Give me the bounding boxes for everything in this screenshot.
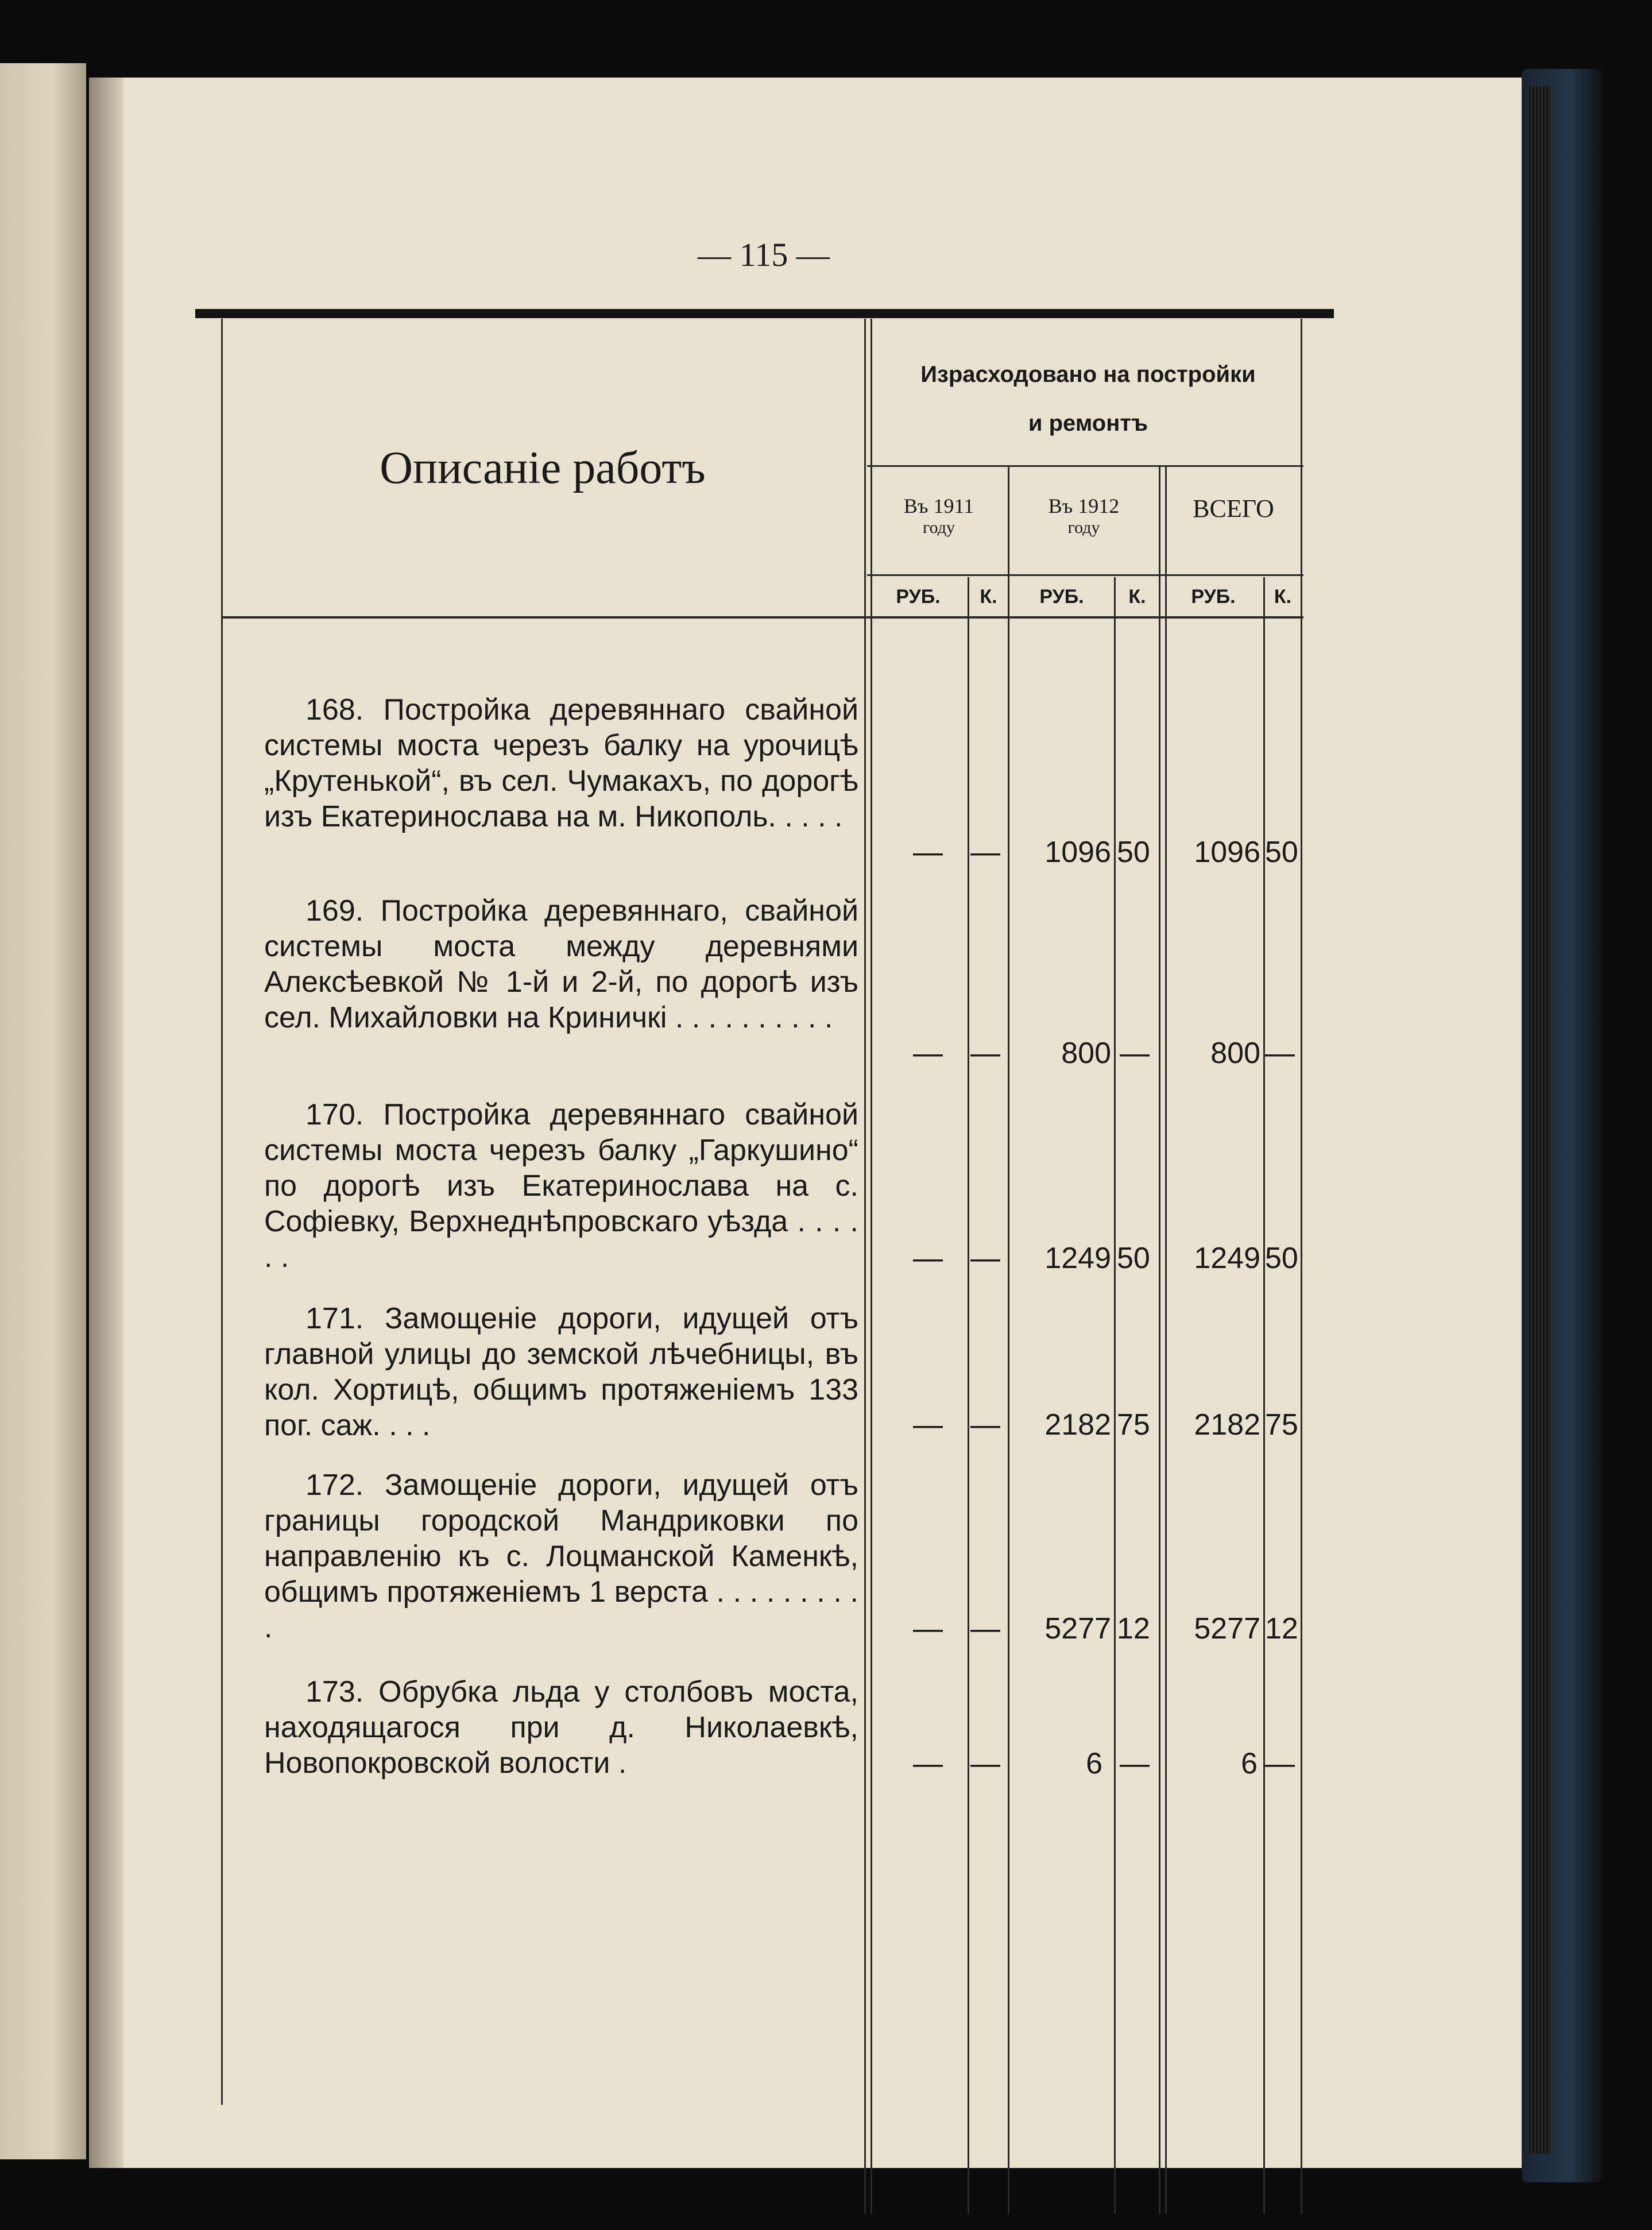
value-total-kop: 50 bbox=[1265, 1242, 1298, 1275]
value-1912-rub: 6 bbox=[1086, 1747, 1102, 1780]
value-1912-kop: — bbox=[1120, 1037, 1150, 1070]
year-1912-sub: году bbox=[1067, 518, 1100, 537]
header-rule-bottom bbox=[221, 616, 1303, 619]
entry-text: 169. Постройка деревяннаго, свайной системы моста между деревнями Алексѣевкой № 1-й и 2-й, по дорогѣ изъ сел. Михайловки на Криничкі . . . . . . . . . . bbox=[264, 894, 858, 1034]
value-1912-rub: 5277 bbox=[1044, 1612, 1111, 1645]
value-1912-rub: 1249 bbox=[1044, 1242, 1111, 1275]
value-1911-rub: — bbox=[913, 1408, 943, 1441]
expense-table bbox=[221, 319, 1306, 2223]
value-total-kop: — bbox=[1265, 1747, 1295, 1780]
value-1912-kop: 50 bbox=[1117, 836, 1150, 869]
value-1912-kop: — bbox=[1120, 1747, 1150, 1780]
value-total-rub: 6 bbox=[1241, 1747, 1258, 1780]
unit-kop-1912: К. bbox=[1128, 586, 1146, 608]
value-1912-rub: 2182 bbox=[1044, 1408, 1111, 1441]
column-header-1912 bbox=[1011, 494, 1157, 538]
page-edges bbox=[1527, 86, 1550, 2154]
year-1911-label: Въ 1911 bbox=[903, 494, 974, 517]
value-total-kop: 12 bbox=[1265, 1612, 1298, 1645]
value-1911-kop: — bbox=[970, 1747, 1000, 1780]
value-1911-kop: — bbox=[970, 1408, 1000, 1441]
unit-rub-1911: РУБ. bbox=[896, 586, 941, 608]
column-header-spent bbox=[870, 350, 1306, 448]
table-row bbox=[264, 692, 858, 834]
value-total-rub: 1249 bbox=[1194, 1242, 1260, 1275]
unit-rub-1912: РУБ. bbox=[1039, 586, 1084, 608]
spent-line-2: и ремонтъ bbox=[1028, 411, 1148, 436]
year-1911-sub: году bbox=[923, 518, 955, 537]
table-row bbox=[264, 1097, 858, 1275]
value-1911-kop: — bbox=[970, 836, 1000, 869]
table-row bbox=[264, 893, 858, 1035]
value-total-kop: — bbox=[1265, 1037, 1295, 1070]
page-gutter bbox=[89, 78, 123, 2168]
value-1912-kop: 75 bbox=[1117, 1408, 1150, 1441]
entry-text: 172. Замощеніе дороги, идущей отъ границы городской Мандриковки по направленію къ с. Лоцманской Каменкѣ, общимъ протяженіемъ 1 верста . . . . . . . . . . bbox=[264, 1468, 858, 1644]
table-row bbox=[264, 1301, 858, 1443]
col-divider-left bbox=[221, 319, 223, 2105]
col-divider-kop-total bbox=[1263, 577, 1265, 2214]
spent-line-1: Израсходовано на постройки bbox=[920, 362, 1256, 387]
table-row bbox=[264, 1467, 858, 1645]
value-total-rub: 800 bbox=[1210, 1037, 1260, 1070]
header-rule-2 bbox=[867, 574, 1303, 576]
col-divider-total bbox=[1159, 465, 1167, 2214]
year-1912-label: Въ 1912 bbox=[1048, 494, 1120, 517]
value-1911-kop: — bbox=[970, 1612, 1000, 1645]
unit-rub-total: РУБ. bbox=[1191, 586, 1236, 608]
value-1911-rub: — bbox=[913, 836, 943, 869]
top-rule bbox=[195, 309, 1334, 318]
value-1911-kop: — bbox=[970, 1242, 1000, 1275]
unit-kop-total: К. bbox=[1274, 586, 1292, 608]
col-divider-1912 bbox=[1008, 465, 1009, 2214]
header-rule-1 bbox=[867, 465, 1303, 467]
value-1911-rub: — bbox=[913, 1037, 943, 1070]
left-page-edge bbox=[0, 63, 86, 2159]
entry-text: 173. Обрубка льда у столбовъ моста, находящагося при д. Николаевкѣ, Новопокровской волости . bbox=[264, 1675, 858, 1780]
entry-text: 168. Постройка деревяннаго свайной системы моста черезъ балку на урочицѣ „Крутенькой“, въ сел. Чумакахъ, по дорогѣ изъ Екатеринослава на м. Никополь. . . . . bbox=[264, 693, 858, 833]
value-total-rub: 2182 bbox=[1194, 1408, 1260, 1441]
entry-text: 171. Замощеніе дороги, идущей отъ главной улицы до земской лѣчебницы, въ кол. Хортицѣ, общимъ протяженіемъ 133 пог. саж. . . . bbox=[264, 1302, 858, 1442]
value-1911-kop: — bbox=[970, 1037, 1000, 1070]
column-header-1911 bbox=[870, 494, 1008, 538]
value-total-rub: 1096 bbox=[1194, 836, 1260, 869]
value-1911-rub: — bbox=[913, 1747, 943, 1780]
value-1912-rub: 1096 bbox=[1044, 836, 1111, 869]
column-header-description: Описаніе работъ bbox=[380, 443, 706, 493]
value-1911-rub: — bbox=[913, 1242, 943, 1275]
column-header-total: ВСЕГО bbox=[1193, 494, 1274, 523]
value-total-kop: 75 bbox=[1265, 1408, 1298, 1441]
value-1911-rub: — bbox=[913, 1612, 943, 1645]
unit-kop-1911: К. bbox=[980, 586, 997, 608]
col-divider-kop-1911 bbox=[968, 577, 969, 2214]
value-1912-kop: 12 bbox=[1117, 1612, 1150, 1645]
entry-text: 170. Постройка деревяннаго свайной системы моста черезъ балку „Гаркушино“ по дорогѣ изъ Екатеринослава на с. Софіевку, Верхнеднѣпровскаго уѣзда . . . . . . bbox=[264, 1098, 858, 1274]
value-1912-rub: 800 bbox=[1061, 1037, 1111, 1070]
value-total-kop: 50 bbox=[1265, 836, 1298, 869]
page-number: — 115 — bbox=[698, 236, 830, 273]
col-divider-right bbox=[1301, 319, 1302, 2214]
value-total-rub: 5277 bbox=[1194, 1612, 1260, 1645]
value-1912-kop: 50 bbox=[1117, 1242, 1150, 1275]
table-row bbox=[264, 1674, 858, 1781]
col-divider-kop-1912 bbox=[1114, 577, 1116, 2214]
